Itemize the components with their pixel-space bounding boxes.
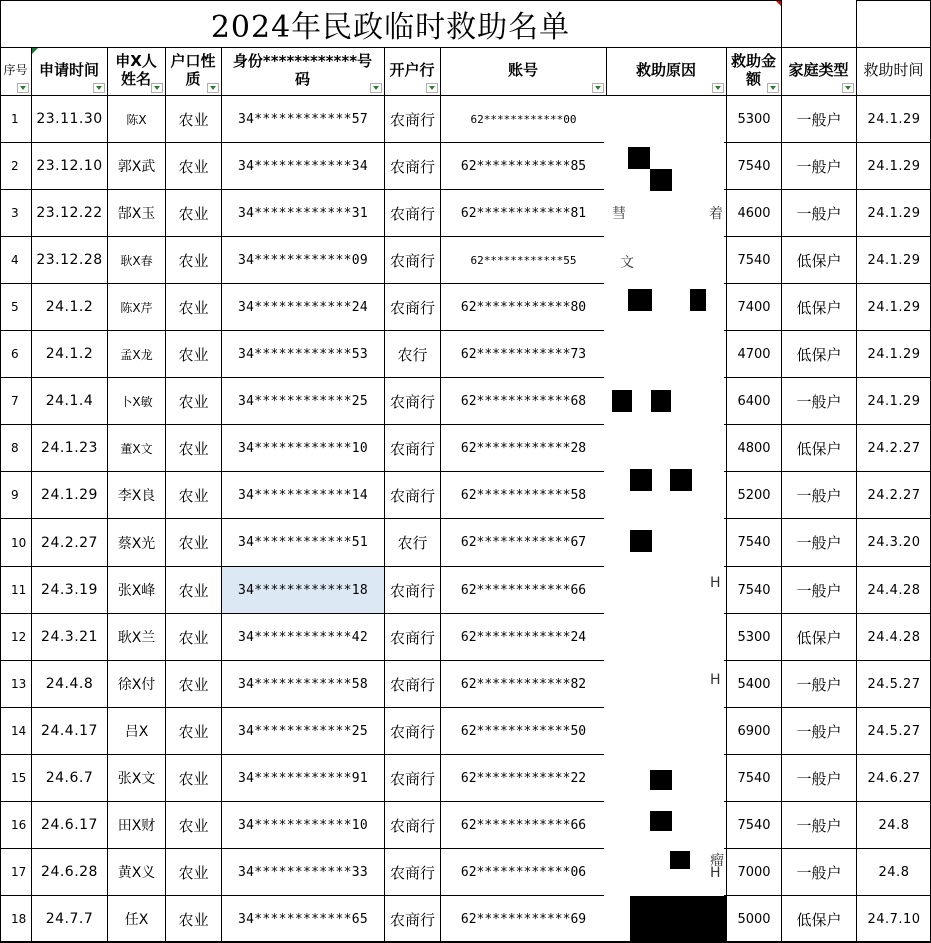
bank-cell[interactable]: 农商行 [389,769,435,788]
family-type-cell[interactable]: 低保户 [796,439,842,458]
account-cell[interactable]: 62************06 [460,864,587,880]
account-cell[interactable]: 62************67 [460,535,587,550]
amount-cell[interactable]: 4600 [737,205,771,221]
apply-date-cell[interactable]: 24.4.8 [45,676,94,692]
bank-cell[interactable]: 农商行 [389,157,435,176]
seq-cell[interactable]: 11 [11,583,27,597]
aid-date-cell[interactable]: 24.1.29 [867,346,921,362]
bank-cell[interactable]: 农商行 [389,392,435,411]
header-account[interactable]: 账号 [507,61,538,79]
seq-cell[interactable]: 7 [11,394,19,408]
id-number-cell[interactable]: 34************14 [237,487,369,503]
bank-cell[interactable]: 农商行 [389,910,435,929]
family-type-cell[interactable]: 一般户 [796,486,842,505]
applicant-name-cell[interactable]: 徐X付 [117,677,156,693]
account-cell[interactable]: 62************68 [460,393,587,409]
amount-cell[interactable]: 6400 [737,393,771,409]
bank-cell[interactable]: 农商行 [389,863,435,882]
amount-cell[interactable]: 5300 [737,111,771,127]
apply-date-cell[interactable]: 24.1.2 [45,299,94,315]
bank-cell[interactable]: 农行 [397,345,428,364]
aid-date-cell[interactable]: 24.5.27 [867,723,921,739]
aid-date-cell[interactable]: 24.2.27 [867,487,921,503]
apply-date-cell[interactable]: 24.1.23 [41,440,98,456]
redaction-block [612,390,632,412]
seq-cell[interactable]: 1 [11,112,19,126]
family-type-cell[interactable]: 一般户 [796,816,842,835]
apply-date-cell[interactable]: 24.6.28 [41,864,98,880]
amount-cell[interactable]: 6900 [737,723,771,739]
id-number-cell[interactable]: 34************31 [237,205,369,221]
applicant-name-cell[interactable]: 陈X芹 [120,300,153,315]
apply-date-cell[interactable]: 23.11.30 [36,111,103,127]
aid-date-cell[interactable]: 24.1.29 [867,252,921,268]
aid-date-cell[interactable]: 24.1.29 [867,111,921,127]
amount-cell[interactable]: 7540 [737,582,771,598]
redaction-block [630,469,652,491]
amount-cell[interactable]: 7540 [737,817,771,833]
reason-fragment: H [710,865,721,881]
seq-cell[interactable]: 8 [11,441,19,455]
family-type-cell[interactable]: 一般户 [796,581,842,600]
family-type-cell[interactable]: 一般户 [796,110,842,129]
id-number-cell[interactable]: 34************91 [237,770,369,786]
apply-date-cell[interactable]: 24.1.29 [41,487,98,503]
account-cell[interactable]: 62************73 [460,346,587,362]
family-type-cell[interactable]: 一般户 [796,675,842,694]
redaction-block [650,770,672,790]
apply-date-cell[interactable]: 24.2.27 [41,534,98,551]
redaction-block [650,811,672,831]
applicant-name-cell[interactable]: 张X文 [117,771,156,787]
account-cell[interactable]: 62************81 [460,205,587,221]
applicant-name-cell[interactable]: 吕X [124,724,149,740]
seq-cell[interactable]: 15 [11,771,27,785]
apply-date-cell[interactable]: 24.3.21 [41,629,98,645]
family-type-cell[interactable]: 低保户 [796,628,842,647]
bank-cell[interactable]: 农商行 [389,298,435,317]
amount-cell[interactable]: 7000 [737,864,771,880]
hukou-cell[interactable]: 农业 [178,863,209,882]
family-type-cell[interactable]: 一般户 [796,204,842,223]
id-number-cell[interactable]: 34************42 [237,629,369,645]
apply-date-cell[interactable]: 24.3.19 [41,582,98,598]
reason-fragment: 着 [709,206,723,222]
amount-cell[interactable]: 4800 [737,440,771,456]
amount-cell[interactable]: 5000 [737,911,771,927]
hukou-cell[interactable]: 农业 [178,204,209,223]
account-cell[interactable]: 62************66 [460,817,587,833]
family-type-cell[interactable]: 一般户 [796,722,842,741]
family-type-cell[interactable]: 低保户 [796,345,842,364]
header-reason[interactable]: 救助原因 [635,61,696,79]
account-cell[interactable]: 62************50 [460,723,587,739]
seq-cell[interactable]: 13 [11,677,27,691]
id-number-cell[interactable]: 34************10 [237,817,369,833]
reason-fragment: H [710,575,721,591]
apply-date-cell[interactable]: 24.4.17 [41,723,98,739]
account-cell[interactable]: 62************82 [460,676,587,692]
reason-fragment: 文 [620,255,634,271]
aid-date-cell[interactable]: 24.4.28 [867,582,921,598]
account-cell[interactable]: 62************85 [460,158,587,174]
applicant-name-cell[interactable]: 田X财 [117,818,156,834]
applicant-name-cell[interactable]: 郭X武 [117,159,156,175]
hukou-cell[interactable]: 农业 [178,392,209,411]
family-type-cell[interactable]: 一般户 [796,157,842,176]
id-number-cell[interactable]: 34************53 [237,346,369,362]
bank-cell[interactable]: 农商行 [389,675,435,694]
header-hukou[interactable]: 户口性质 [170,52,216,88]
seq-cell[interactable]: 4 [11,253,19,267]
hukou-cell[interactable]: 农业 [178,769,209,788]
account-cell[interactable]: 62************22 [460,770,587,786]
redaction-block [650,169,672,191]
seq-cell[interactable]: 18 [11,912,27,926]
reason-fragment: H [710,672,721,688]
redaction-block [628,147,650,169]
family-type-cell[interactable]: 低保户 [796,251,842,270]
amount-cell[interactable]: 5200 [737,487,771,503]
applicant-name-cell[interactable]: 耿X兰 [117,630,156,646]
applicant-name-cell[interactable]: 孟X龙 [120,347,153,362]
redaction-block [628,289,652,311]
redaction-block [670,469,692,491]
hukou-cell[interactable]: 农业 [178,910,209,929]
amount-cell[interactable]: 5300 [737,629,771,645]
applicant-name-cell[interactable]: 李X良 [117,488,156,504]
header-family-type[interactable]: 家庭类型 [788,61,849,79]
id-number-cell[interactable]: 34************25 [237,393,369,409]
bank-cell[interactable]: 农商行 [389,628,435,647]
bank-cell[interactable]: 农商行 [389,722,435,741]
header-amount[interactable]: 救助金额 [730,52,776,88]
amount-cell[interactable]: 7540 [737,158,771,174]
hukou-cell[interactable]: 农业 [178,581,209,600]
account-cell[interactable]: 62************28 [460,440,587,456]
aid-date-cell[interactable]: 24.7.10 [867,911,921,927]
amount-cell[interactable]: 7540 [737,770,771,786]
account-cell[interactable]: 62************55 [470,253,577,267]
header-bank[interactable]: 开户行 [389,61,435,79]
amount-cell[interactable]: 5400 [737,676,771,692]
hukou-cell[interactable]: 农业 [178,110,209,129]
aid-date-cell[interactable]: 24.4.28 [867,629,921,645]
header-seq[interactable]: 序号 [3,63,28,77]
hukou-cell[interactable]: 农业 [178,722,209,741]
applicant-name-cell[interactable]: 任X [124,912,149,928]
apply-date-cell[interactable]: 24.7.7 [45,911,94,927]
aid-date-cell[interactable]: 24.8 [878,817,910,833]
apply-date-cell[interactable]: 24.6.17 [41,817,98,833]
family-type-cell[interactable]: 一般户 [796,534,842,552]
header-aid-date[interactable]: 救助时间 [863,61,924,79]
reason-fragment: 彗 [612,206,626,222]
apply-date-cell[interactable]: 23.12.10 [36,158,103,174]
hukou-cell[interactable]: 农业 [178,157,209,176]
family-type-cell[interactable]: 一般户 [796,863,842,882]
account-cell[interactable]: 62************66 [460,582,587,598]
hukou-cell[interactable]: 农业 [178,534,209,552]
account-cell[interactable]: 62************80 [460,299,587,315]
seq-cell[interactable]: 12 [11,630,27,644]
bank-cell[interactable]: 农商行 [389,251,435,270]
bank-cell[interactable]: 农商行 [389,110,435,129]
redaction-block [690,289,706,311]
id-number-cell[interactable]: 34************34 [237,158,369,174]
bank-cell[interactable]: 农商行 [389,439,435,458]
id-number-cell[interactable]: 34************33 [237,864,369,880]
applicant-name-cell[interactable]: 陈X [126,112,147,127]
header-applicant-name[interactable]: 申X人姓名 [115,52,157,88]
applicant-name-cell[interactable]: 耿X春 [120,253,153,268]
id-number-cell[interactable]: 34************25 [237,723,369,739]
hukou-cell[interactable]: 农业 [178,345,209,364]
seq-cell[interactable]: 17 [11,865,27,879]
account-cell[interactable]: 62************24 [460,629,587,645]
redaction-block [630,530,652,552]
applicant-name-cell[interactable]: 蔡X光 [117,535,156,552]
account-cell[interactable]: 62************58 [460,487,587,503]
amount-cell[interactable]: 4700 [737,346,771,362]
family-type-cell[interactable]: 低保户 [796,298,842,317]
redaction-block [670,851,690,869]
id-number-cell[interactable]: 34************51 [237,535,369,550]
aid-date-cell[interactable]: 24.6.27 [867,770,921,786]
redaction-block [651,390,671,412]
id-number-cell[interactable]: 34************10 [237,440,369,456]
apply-date-cell[interactable]: 24.1.4 [45,393,94,409]
hukou-cell[interactable]: 农业 [178,628,209,647]
account-cell[interactable]: 62************69 [460,911,587,927]
header-id-number[interactable]: 身份************号码 [232,52,373,88]
amount-cell[interactable]: 7540 [737,252,771,268]
bank-cell[interactable]: 农商行 [389,486,435,505]
family-type-cell[interactable]: 低保户 [796,910,842,929]
applicant-name-cell[interactable]: 董X文 [120,441,153,456]
seq-cell[interactable]: 10 [11,535,27,550]
bank-cell[interactable]: 农商行 [389,204,435,223]
id-number-cell[interactable]: 34************18 [237,582,369,598]
header-apply-date[interactable]: 申请时间 [38,61,99,79]
aid-date-cell[interactable]: 24.3.20 [867,535,921,550]
seq-cell[interactable]: 5 [11,300,19,314]
id-number-cell[interactable]: 34************58 [237,676,369,692]
id-number-cell[interactable]: 34************65 [237,911,369,927]
hukou-cell[interactable]: 农业 [178,675,209,694]
aid-date-cell[interactable]: 24.1.29 [867,205,921,221]
seq-cell[interactable]: 16 [11,818,27,832]
seq-cell[interactable]: 3 [11,206,19,220]
reason-fragment: 瘤 [710,853,724,869]
seq-cell[interactable]: 2 [11,159,19,173]
bank-cell[interactable]: 农商行 [389,816,435,835]
aid-date-cell[interactable]: 24.1.29 [867,393,921,409]
hukou-cell[interactable]: 农业 [178,298,209,317]
bank-cell[interactable]: 农行 [397,534,428,552]
hukou-cell[interactable]: 农业 [178,486,209,505]
hukou-cell[interactable]: 农业 [178,251,209,270]
apply-date-cell[interactable]: 24.1.2 [45,346,94,362]
redaction-block [630,896,726,941]
hukou-cell[interactable]: 农业 [178,439,209,458]
family-type-cell[interactable]: 一般户 [796,392,842,411]
amount-cell[interactable]: 7540 [737,535,771,550]
aid-date-cell[interactable]: 24.8 [878,864,910,880]
apply-date-cell[interactable]: 23.12.22 [36,205,103,221]
hukou-cell[interactable]: 农业 [178,816,209,835]
applicant-name-cell[interactable]: 张X峰 [117,583,156,599]
seq-cell[interactable]: 6 [11,347,19,361]
applicant-name-cell[interactable]: 卜X敏 [120,394,153,409]
aid-date-cell[interactable]: 24.1.29 [867,299,921,315]
id-number-cell[interactable]: 34************57 [237,111,369,127]
seq-cell[interactable]: 9 [11,488,19,502]
account-cell[interactable]: 62************00 [470,112,577,126]
applicant-name-cell[interactable]: 黄X义 [117,865,156,881]
amount-cell[interactable]: 7400 [737,299,771,315]
aid-date-cell[interactable]: 24.1.29 [867,158,921,174]
id-number-cell[interactable]: 34************09 [237,252,369,268]
aid-date-cell[interactable]: 24.5.27 [867,676,921,692]
id-number-cell[interactable]: 34************24 [237,299,369,315]
apply-date-cell[interactable]: 23.12.28 [36,252,103,268]
bank-cell[interactable]: 农商行 [389,581,435,600]
seq-cell[interactable]: 14 [11,724,27,738]
applicant-name-cell[interactable]: 郜X玉 [117,206,156,222]
apply-date-cell[interactable]: 24.6.7 [45,770,94,786]
aid-date-cell[interactable]: 24.2.27 [867,440,921,456]
sheet-title: 2024年民政临时救助名单 [210,10,571,45]
family-type-cell[interactable]: 一般户 [796,769,842,788]
